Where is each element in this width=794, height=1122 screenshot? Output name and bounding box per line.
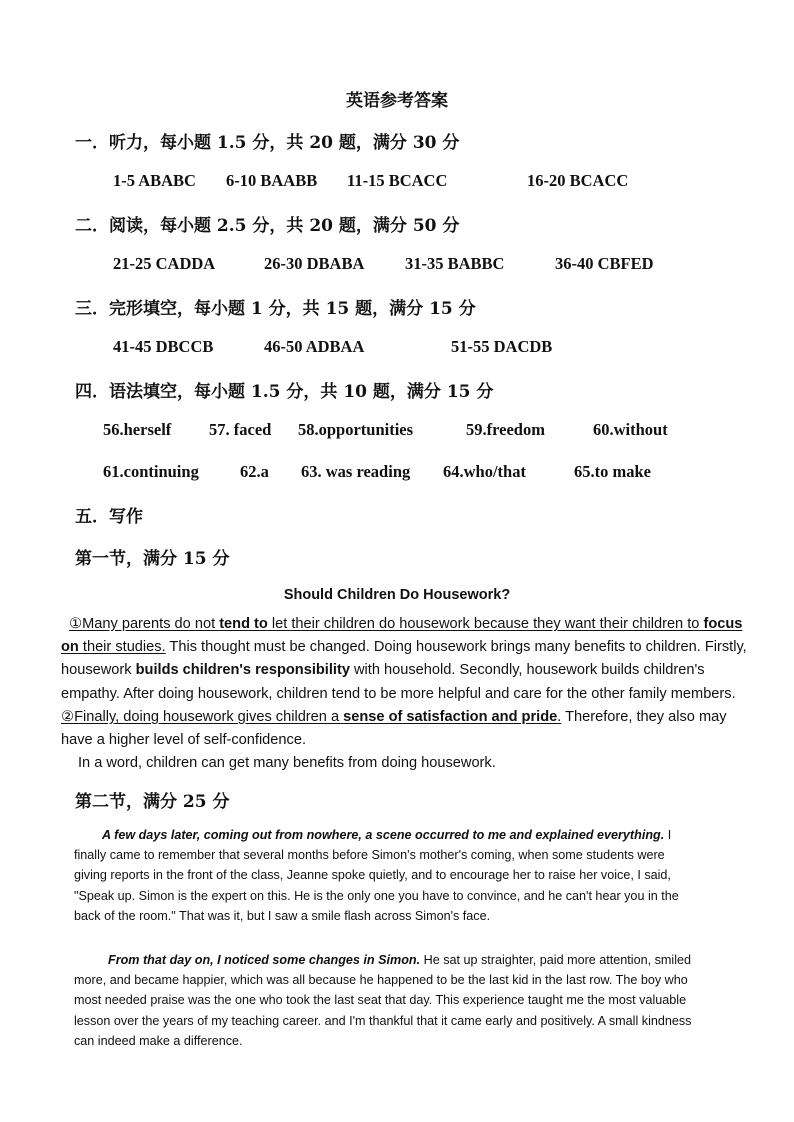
essay-paragraph-2	[61, 752, 751, 775]
essay-text: with household. Secondly, housework builds children's empathy. After doing housework, children tend to be more helpful and care for the other family members.	[61, 662, 736, 702]
answer-grammar-64: 64.who/that	[443, 462, 526, 481]
section-listening-heading: 一．听力，每小题 1.5 分，共 20 题，满分 30 分	[75, 133, 460, 153]
answer-cloze-3: 51-55 DACDB	[451, 337, 553, 356]
essay-paragraph-1	[61, 613, 751, 752]
answer-listening-4: 16-20 BCACC	[527, 171, 629, 190]
story-text: He sat up straighter, paid more attention, smiled more, and became happier, which was all because he happened to be the last kid in the last row. The boy who most needed praise was the one who took the last seat that day. This experience taught me the most valuable lesson over the years of my teaching career. and I'm thankful that it came early and positively. A small kindness can indeed make a difference.	[74, 953, 692, 1048]
essay-text: Therefore, they also may have a higher level of self-confidence.	[61, 708, 727, 749]
essay-text: ②Finally, doing housework gives children a	[61, 708, 344, 725]
answer-grammar-62: 62.a	[240, 462, 269, 481]
essay-text: .	[557, 708, 562, 725]
answer-grammar-57: 57. faced	[209, 420, 272, 439]
answer-cloze-1: 41-45 DBCCB	[113, 337, 214, 356]
answer-reading-2: 26-30 DBABA	[264, 254, 365, 273]
answer-grammar-61: 61.continuing	[103, 462, 199, 481]
story-paragraph-1	[74, 825, 694, 926]
essay-keyphrase: tend to	[219, 616, 268, 632]
section-grammar-heading: 四．语法填空，每小题 1.5 分，共 10 题，满分 15 分	[75, 382, 494, 402]
answer-grammar-65: 65.to make	[574, 462, 651, 481]
essay-keyphrase: focus on	[61, 616, 743, 656]
story-text: I finally came to remember that several months before Simon's mother's coming, when some students were giving reports in the front of the class, Jeanne spoke quietly, and to encourage her to raise her voice, I said, "Speak up. Simon is the expert on this. He is the only one you have to convince, and he can't hear you in the back of the room." That was it, but I saw a smile flash across Simon's face.	[74, 828, 679, 923]
answer-reading-3: 31-35 BABBC	[405, 254, 505, 273]
story-lead: From that day on, I noticed some changes in Simon.	[108, 953, 421, 967]
story-lead: A few days later, coming out from nowhere, a scene occurred to me and explained everything.	[102, 828, 665, 842]
answer-grammar-60: 60.without	[593, 420, 668, 439]
essay-body	[61, 613, 751, 775]
essay-text: let their children do housework because they want their children to	[267, 616, 704, 632]
part1-heading: 第一节，满分 15 分	[75, 549, 230, 569]
section-writing-heading: 五．写作	[75, 507, 143, 527]
essay-keyphrase: sense of satisfaction and pride	[343, 708, 558, 725]
answer-listening-2: 6-10 BAABB	[226, 171, 318, 190]
answer-reading-1: 21-25 CADDA	[113, 254, 216, 273]
answer-reading-4: 36-40 CBFED	[555, 254, 654, 273]
essay-underlined-2	[61, 709, 561, 725]
essay-text: In a word, children can get many benefits from doing housework.	[78, 755, 496, 772]
page-title: 英语参考答案	[346, 91, 448, 111]
essay-text: ①Many parents do not	[69, 616, 220, 632]
answer-grammar-58: 58.opportunities	[298, 420, 414, 439]
essay-title: Should Children Do Housework?	[283, 587, 511, 603]
answer-listening-1: 1-5 ABABC	[113, 171, 196, 190]
essay-keyphrase: builds children's responsibility	[135, 662, 350, 679]
section-reading-heading: 二．阅读，每小题 2.5 分，共 20 题，满分 50 分	[75, 216, 460, 236]
section-cloze-heading: 三．完形填空，每小题 1 分，共 15 题，满分 15 分	[75, 299, 476, 319]
answer-grammar-56: 56.herself	[103, 420, 172, 439]
answer-grammar-63: 63. was reading	[301, 462, 411, 481]
story-paragraph-2	[74, 950, 694, 1051]
essay-text: their studies.	[78, 639, 166, 656]
essay-text: This thought must be changed. Doing housework brings many benefits to children. Firstly, housework	[61, 639, 747, 679]
answer-listening-3: 11-15 BCACC	[347, 171, 448, 190]
answer-cloze-2: 46-50 ADBAA	[264, 337, 365, 356]
answer-grammar-59: 59.freedom	[466, 420, 545, 439]
part2-heading: 第二节，满分 25 分	[75, 792, 230, 812]
